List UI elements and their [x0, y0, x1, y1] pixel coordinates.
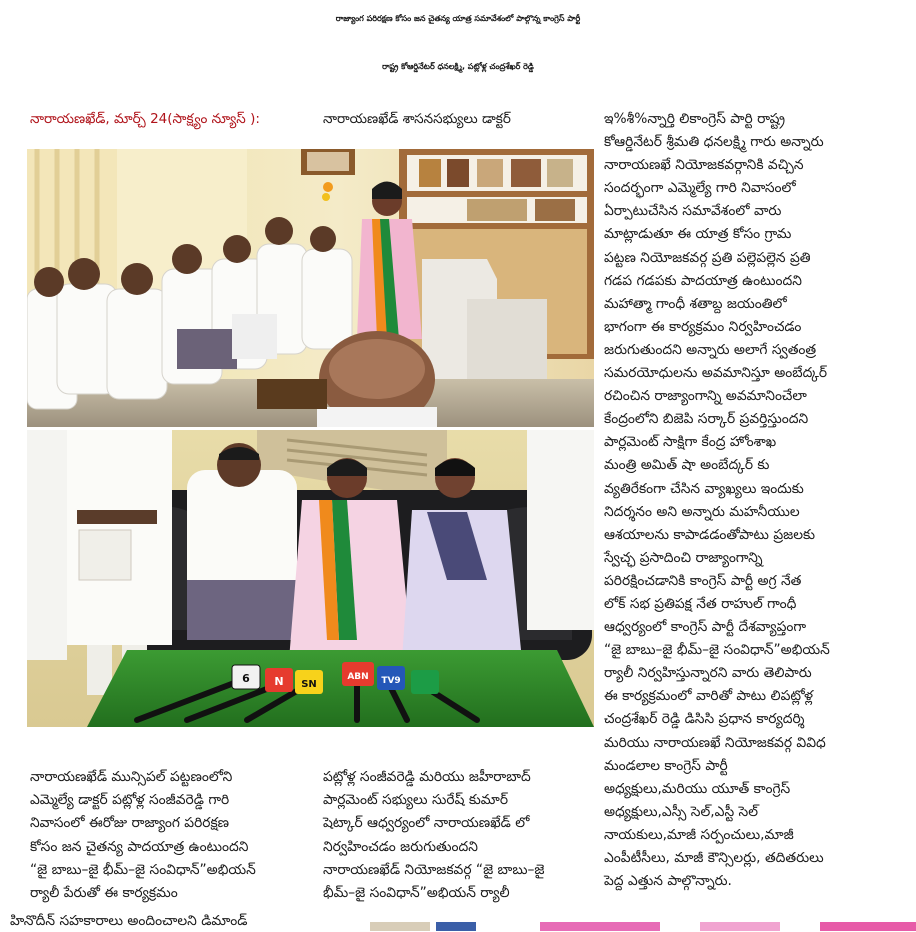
- bottom-column-1-line: నారాయణఖేడ్ మున్సిపల్ పట్టణంలోని: [30, 769, 233, 785]
- dateline: నారాయణఖేడ్, మార్చ్ 24(సాక్ష్యం న్యూస్ ):: [30, 111, 260, 127]
- right-column-line: ర్యాలీ నిర్వహిస్తున్నారని వారు తెలిపారు: [604, 665, 812, 682]
- right-column-line: అధ్యక్షులు,మరియు యూత్ కాంగ్రెస్: [604, 780, 791, 797]
- right-column-line: నారాయణఖే నియోజకవర్గానికి వచ్చిన: [604, 157, 804, 174]
- right-column-line: కేంద్రంలోని బిజెపి సర్కార్ ప్రవర్తిస్తుందని: [604, 411, 809, 428]
- right-column-line: ఎంపీటీసీలు, మాజీ కౌన్సిలర్లు, తదితరులు: [604, 850, 824, 866]
- next-photo-edge: [436, 922, 476, 931]
- right-column-line: మరియు నారాయణఖే నియోజకవర్గ వివిధ: [604, 734, 826, 751]
- right-column-line: గడప గడపకు పాదయాత్ర ఉంటుందని: [604, 272, 802, 289]
- mic-label: N: [274, 675, 284, 688]
- bottom-column-2-line: షెట్కార్ ఆధ్వర్యంలో నారాయణఖేడ్ లో: [323, 815, 530, 832]
- right-column-line: లోక్ సభ ప్రతిపక్ష నేత రాహుల్ గాంధీ: [604, 595, 797, 612]
- next-photo-edge: [820, 922, 916, 931]
- bottom-strip-text: హినొదీన్ సహకారాలు అందించాలని డిమాండ్: [10, 913, 248, 929]
- right-column-line: సమరయోధులను అవమానిస్తూ అంబేద్కర్: [604, 365, 828, 382]
- mic-label: TV9: [381, 676, 401, 686]
- right-column-line: మంత్రి అమిత్ షా అంబేద్కర్ కు: [604, 457, 770, 474]
- bottom-column-1-line: కోసం జన చైతన్య పాదయాత్ర ఉంటుందని: [30, 838, 249, 855]
- bottom-column-2-line: భీమ్–జై సంవిధాన్”అభియన్ ర్యాలీ: [323, 885, 510, 902]
- headline-line-1: రాజ్యాంగ పరిరక్షణ కోసం జన చైతన్య యాత్ర సమావేశంలో పాల్గొన్న కాంగ్రెస్ పార్టీ: [335, 14, 581, 23]
- right-column-line: మాట్లాడుతూ ఈ యాత్ర కోసం గ్రామ: [604, 226, 792, 243]
- right-column-line: సందర్భంగా ఎమ్మెల్యే గారి నివాసంలో: [604, 180, 796, 197]
- headline-line-2: రాష్ట్ర కోఆర్డినేటర్ ధనలక్ష్మి, పట్లోళ్ల చంద్రశేఖర్ రెడ్డి: [382, 62, 534, 71]
- right-column-line: భాగంగా ఈ కార్యక్రమం నిర్వహించడం: [604, 318, 802, 335]
- bottom-column-1-line: “జై బాబు–జై భీమ్–జై సంవిధాన్”అభియన్: [30, 861, 256, 878]
- bottom-column-2-line: నిర్వహించడం జరుగుతుందని: [323, 838, 478, 855]
- right-column-line: “జై బాబు–జై భీమ్–జై సంవిధాన్”అభియన్: [604, 642, 830, 659]
- intro-text: నారాయణఖేడ్ శాసనసభ్యులు డాక్టర్: [323, 111, 511, 127]
- right-column-line: స్వేచ్ఛ ప్రసాదించి రాజ్యాంగాన్ని: [604, 549, 763, 566]
- right-column-line: ఏర్పాటుచేసిన సమావేశంలో వారు: [604, 203, 782, 220]
- right-column-line: ఆశయాలను కాపాడడంతోపాటు ప్రజలకు: [604, 526, 815, 543]
- right-column-line: నాయకులు,మాజీ సర్పంచులు,మాజీ: [604, 826, 794, 843]
- right-column-line: చంద్రశేఖర్ రెడ్డి డిసిసి ప్రధాన కార్యదర్శి: [604, 711, 805, 728]
- mic-label: ABN: [347, 672, 369, 682]
- right-column-line: పరిరక్షించడానికి కాంగ్రెస్ పార్టీ అగ్ర నేత: [604, 572, 802, 589]
- right-column-line: మహాత్మా గాంధీ శతాబ్ద జయంతిలో: [604, 295, 787, 312]
- next-photo-edge: [540, 922, 660, 931]
- right-column-text: [604, 108, 904, 893]
- next-photo-edge: [700, 922, 780, 931]
- bottom-column-1: [30, 766, 308, 905]
- right-column-line: ఆధ్వర్యంలో కాంగ్రెస్ పార్టీ దేశవ్యాప్తంగా: [604, 619, 807, 636]
- press-conference-photo: [27, 430, 594, 727]
- meeting-photo: [27, 149, 594, 427]
- right-column-line: మండలాల కాంగ్రెస్ పార్టీ: [604, 757, 728, 774]
- next-photo-edge: [370, 922, 430, 931]
- right-column-line: నిదర్శనం అని అన్నారు మహనీయుల: [604, 503, 800, 520]
- bottom-column-1-line: ఎమ్మెల్యే డాక్టర్ పట్లోళ్ల సంజీవరెడ్డి గారి: [30, 792, 230, 809]
- right-column-line: పార్లమెంట్ సాక్షిగా కేంద్ర హోంశాఖ: [604, 434, 777, 451]
- bottom-column-1-line: నివాసంలో ఈరోజు రాజ్యాంగ పరిరక్షణ: [30, 815, 230, 832]
- bottom-column-1-line: ర్యాలీ పేరుతో ఈ కార్యక్రమం: [30, 885, 178, 902]
- right-column-line: పెద్ద ఎత్తున పాల్గొన్నారు.: [604, 873, 732, 890]
- mic-label: 6: [242, 672, 250, 685]
- right-column-line: రచించిన రాజ్యాంగాన్ని అవమానించేలా: [604, 388, 807, 405]
- right-column-line: కోఆర్డినేటర్ శ్రీమతి ధనలక్ష్మి గారు అన్నారు: [604, 134, 824, 151]
- bottom-column-2: [323, 766, 598, 905]
- right-column-line: పట్టణ నియోజకవర్గ ప్రతి పల్లెపల్లెన ప్రతి: [604, 249, 811, 266]
- right-column-line: ఈ కార్యక్రమంలో వారితో పాటు లిపట్లోళ్ల: [604, 688, 814, 705]
- bottom-column-2-line: పట్లోళ్ల సంజీవరెడ్డి మరియు జహీరాబాద్: [323, 769, 531, 785]
- right-column-line: అధ్యక్షులు,ఎస్సీ సెల్,ఎస్టీ సెల్: [604, 803, 758, 820]
- right-column-line: ఇ%శీ%న్నార్తి లికాంగ్రెస్ పార్టి రాష్ట్ర: [604, 111, 786, 127]
- bottom-column-2-line: పార్లమెంట్ సభ్యులు సురేష్ కుమార్: [323, 792, 508, 809]
- right-column-line: వ్యతిరేకంగా చేసిన వ్యాఖ్యలు ఇందుకు: [604, 480, 804, 497]
- mic-label: SN: [301, 679, 317, 690]
- bottom-column-2-line: నారాయణఖేడ్ నియోజకవర్గ “జై బాబు–జై: [323, 861, 545, 878]
- right-column-line: జరుగుతుందని అన్నారు అలాగే స్వతంత్ర: [604, 341, 817, 358]
